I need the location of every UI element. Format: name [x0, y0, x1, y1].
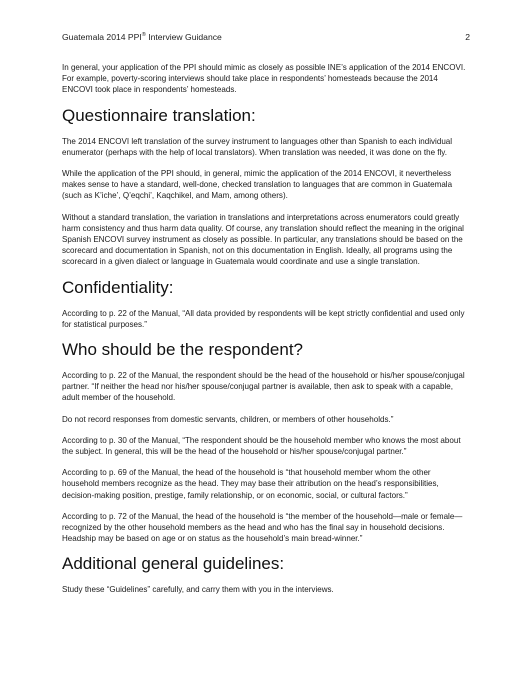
paragraph: According to p. 72 of the Manual, the head of the household is “the member of the household—male or female—recognized by the other household members as the head and who has the final say in household decisions. Headship may be based on age or on status as the household’s main bread-winner.” [62, 511, 463, 544]
paragraph: While the application of the PPI should, in general, mimic the application of the 2014 ENCOVI, it nevertheless makes sense to have a standard, well-done, checked translation to languages that are common in Guatemala (such as K’iche’, Q’eqchi’, Kaqchikel, and Mam, among others). [62, 169, 453, 201]
page-number: 2 [465, 32, 470, 42]
page-body [62, 62, 468, 606]
paragraph: Without a standard translation, the variation in translations and interpretations across enumerators could greatly harm consistency and thus harm data quality. Of course, any translation should reflect the meaning in the original Spanish ENCOVI survey instrument as closely as possible. In particular, any translations should be based on the scorecard and documentation in Spanish, not on this documentation in English. Ideally, all programs using the scorecard in a given dialect or language in Guatemala would coordinate and use a single translation. [62, 212, 464, 267]
paragraph: Do not record responses from domestic servants, children, or members of other households.” [62, 414, 394, 424]
registered-mark: ® [141, 32, 146, 39]
intro-paragraph: In general, your application of the PPI should mimic as closely as possible INE’s application of the 2014 ENCOVI. For example, poverty-scoring interviews should take place in respondents’ homesteads because the 2014 ENCOVI took place in respondents’ homesteads. [62, 63, 466, 95]
paragraph: According to p. 30 of the Manual, “The respondent should be the household member who knows the most about the subject. In general, this will be the head of the household or his/her spouse/conjugal partner.” [62, 435, 461, 457]
section-heading-confidentiality: Confidentiality: [62, 277, 174, 297]
header-title [62, 32, 222, 42]
section-heading-translation: Questionnaire translation: [62, 105, 256, 125]
paragraph: The 2014 ENCOVI left translation of the survey instrument to languages other than Spanish to each individual enumerator (perhaps with the help of local translators). When translation was needed, it was done on the fly. [62, 136, 453, 157]
paragraph: According to p. 69 of the Manual, the head of the household is “that household member whom the other household members recognize as the head. They may base their attribution on the head’s responsibilities, decision-making position, prestige, family relationship, or on economic, social, or cultural factors.” [62, 468, 439, 500]
section-heading-respondent: Who should be the respondent? [62, 340, 304, 360]
header-title-suffix: Interview Guidance [145, 32, 222, 42]
paragraph: Study these “Guidelines” carefully, and carry them with you in the interviews. [62, 585, 334, 595]
running-header [62, 32, 470, 42]
paragraph: According to p. 22 of the Manual, “All data provided by respondents will be kept strictly confidential and used only for statistical purposes.” [62, 308, 465, 329]
paragraph: According to p. 22 of the Manual, the respondent should be the head of the household or his/her spouse/conjugal partner. “If neither the head nor his/her spouse/conjugal partner is available, then ask to speak with a capable, adult member of the household. [62, 371, 465, 403]
header-title-text: Guatemala 2014 PPI [62, 32, 142, 42]
section-heading-guidelines: Additional general guidelines: [62, 554, 285, 574]
